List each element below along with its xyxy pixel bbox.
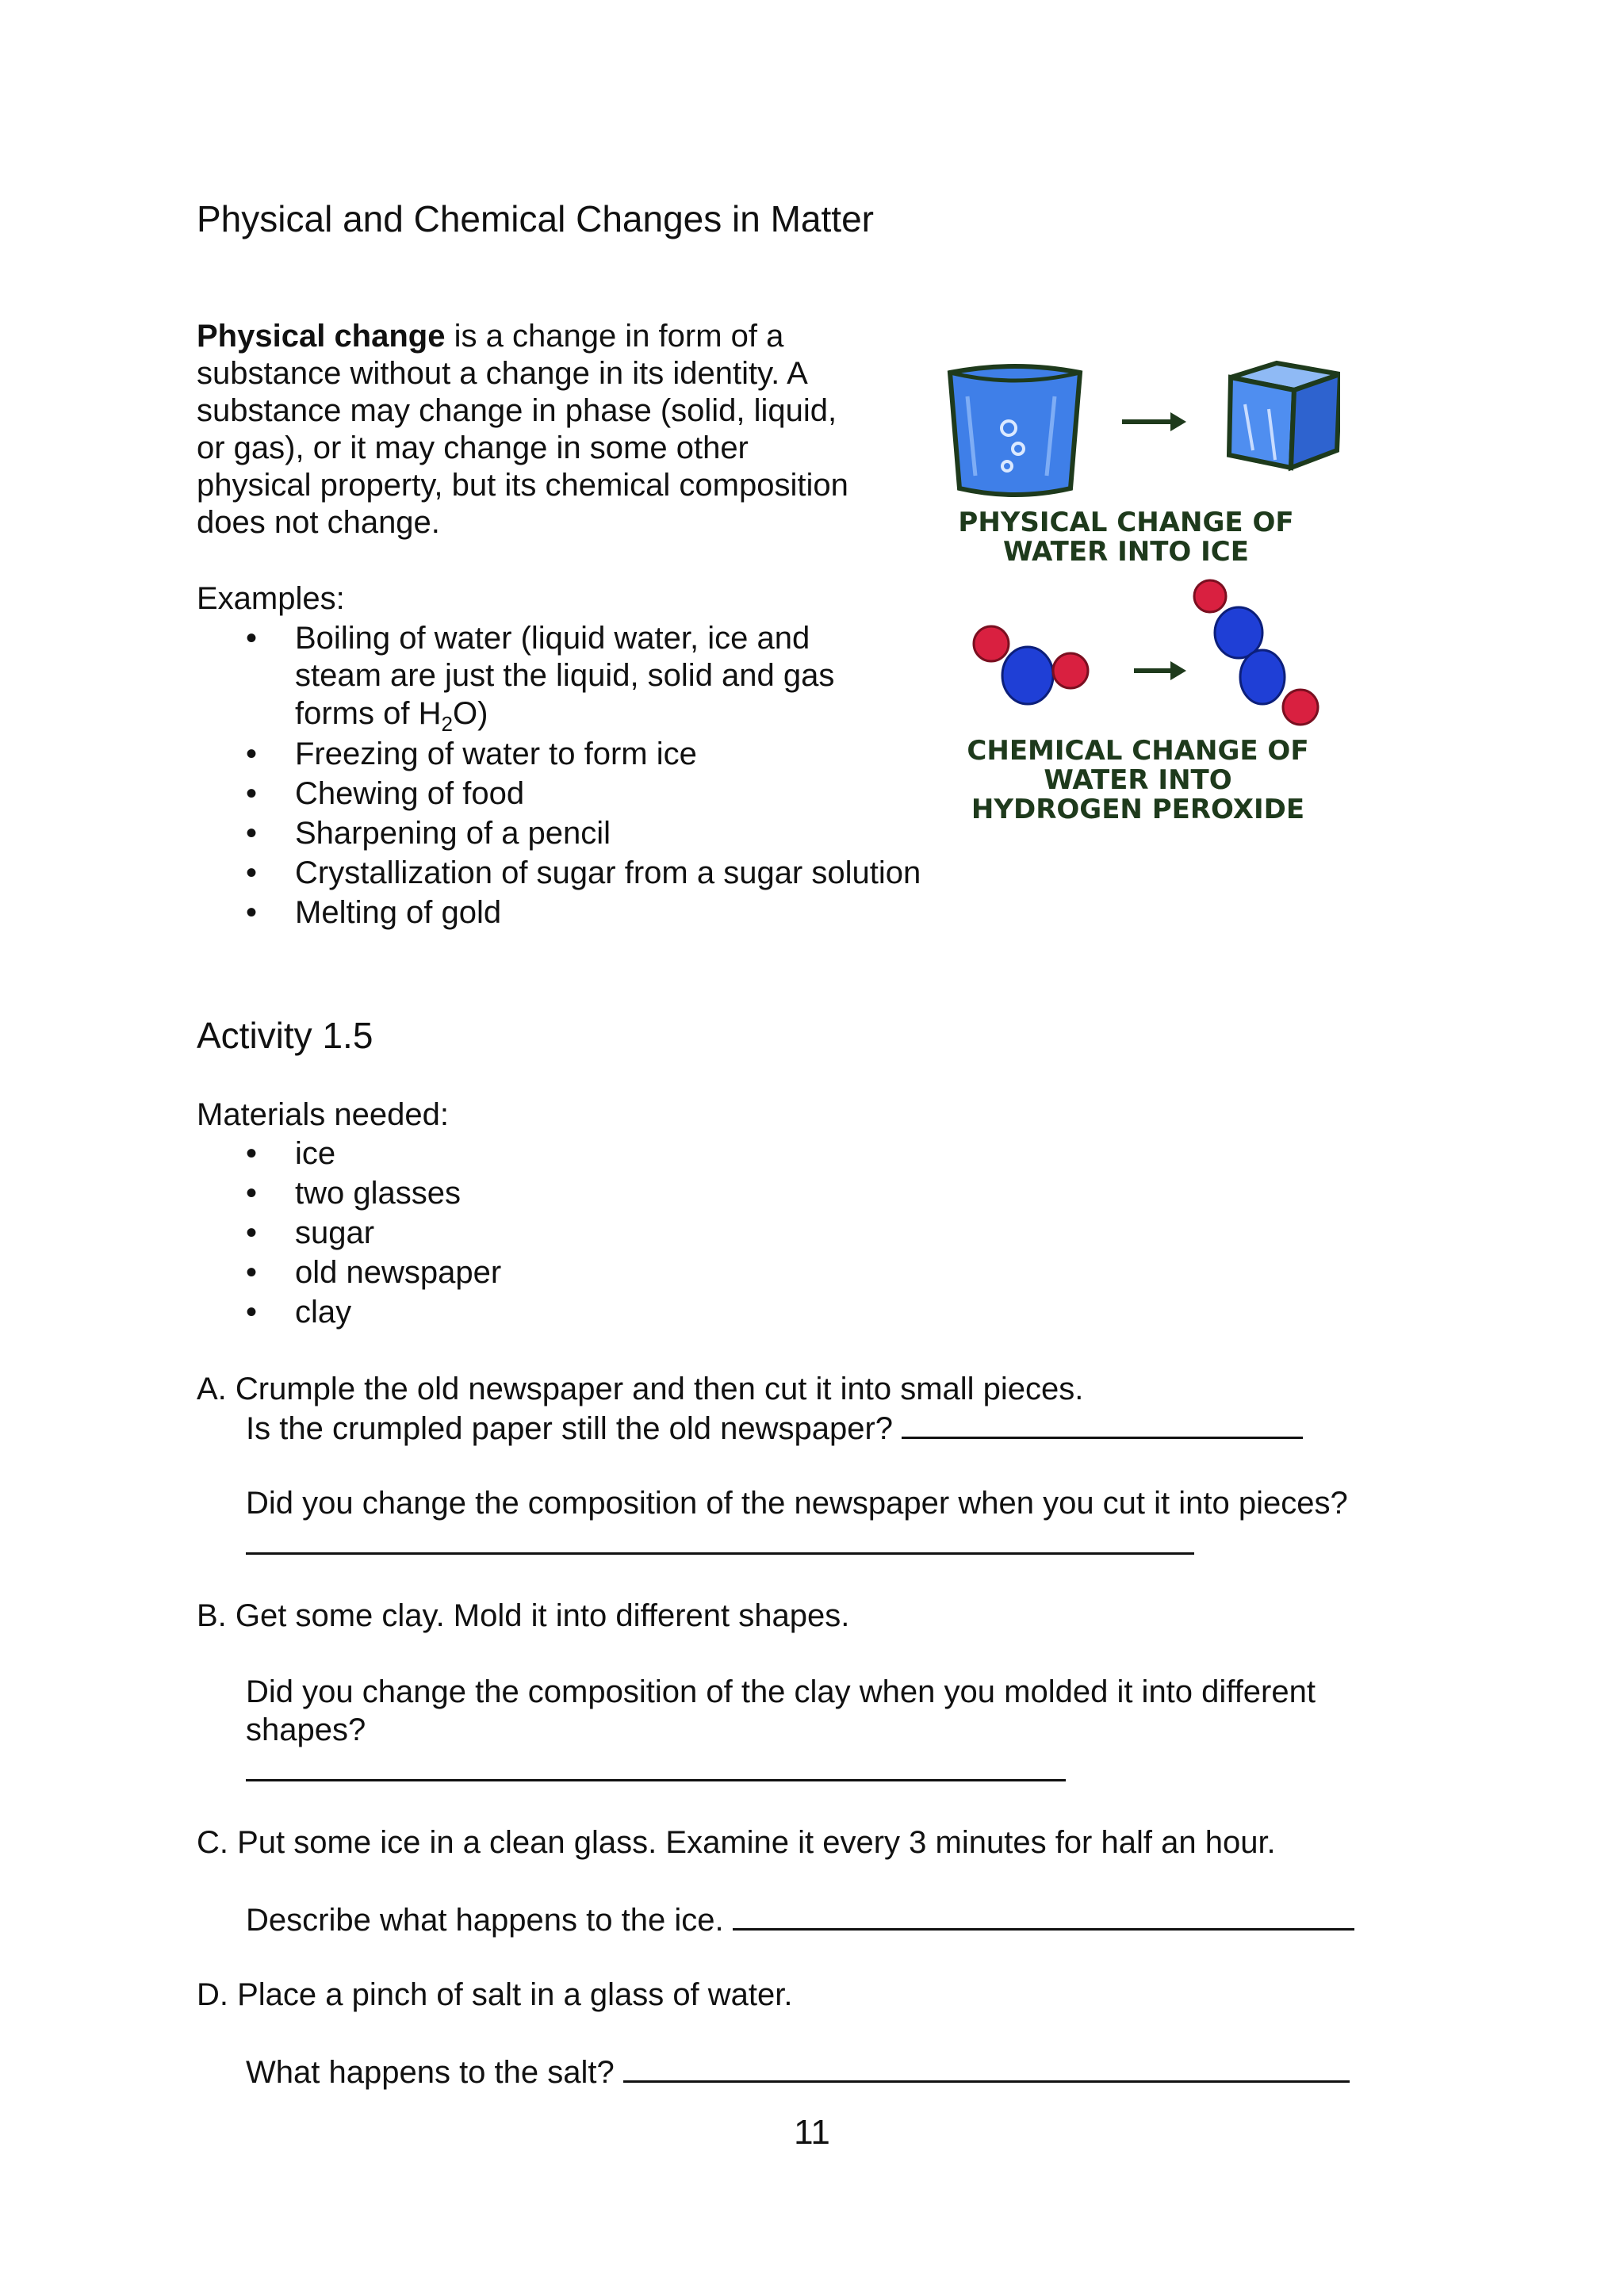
step-c-line-1: C. Put some ice in a clean glass. Examine it every 3 minutes for half an hour. (197, 1825, 1276, 1860)
step-d-line-1: D. Place a pinch of salt in a glass of water. (197, 1977, 793, 2012)
intro-line-5: physical property, but its chemical composition (197, 468, 848, 503)
intro-line-3: substance may change in phase (solid, liquid, (197, 393, 837, 428)
example-1-line-3 (295, 695, 488, 736)
step-a-question-1: Is the crumpled paper still the old newspaper? (246, 1411, 894, 1446)
intro-line-1-text: is a change in form of a (445, 319, 784, 354)
water-glass-icon (950, 366, 1080, 495)
intro-line-2: substance without a change in its identity. A (197, 356, 808, 391)
physical-caption-line-1: PHYSICAL CHANGE OF (958, 507, 1294, 538)
materials-heading: Materials needed: (197, 1097, 449, 1132)
arrow-right-icon (1134, 661, 1186, 680)
step-a-line-3: Did you change the composition of the newspaper when you cut it into pieces? (246, 1486, 1348, 1521)
materials-list (197, 1134, 501, 1332)
example-item: • Crystallization of sugar from a sugar solution (197, 853, 921, 893)
formula-suffix: O) (452, 696, 488, 731)
answer-blank-b[interactable] (246, 1779, 1066, 1781)
example-item: • Melting of gold (197, 893, 921, 932)
example-item: • Sharpening of a pencil (197, 813, 921, 853)
intro-line-4: or gas), or it may change in some other (197, 430, 749, 465)
formula-prefix: forms of H (295, 696, 442, 731)
step-b-line-3: shapes? (246, 1712, 366, 1747)
chemical-caption-line-3: HYDROGEN PEROXIDE (971, 794, 1305, 825)
answer-blank-c[interactable] (733, 1900, 1354, 1931)
example-1-line-1: • Boiling of water (liquid water, ice and (295, 621, 810, 656)
examples-list (197, 618, 810, 658)
physical-chemical-change-illustration (936, 349, 1340, 825)
answer-blank-a1[interactable] (902, 1408, 1303, 1439)
intro-line-1 (197, 317, 783, 355)
step-c-question: Describe what happens to the ice. (246, 1903, 724, 1938)
step-b-line-2: Did you change the composition of the clay when you molded it into different (246, 1674, 1316, 1709)
answer-blank-a2[interactable] (246, 1552, 1194, 1555)
step-a-line-2 (246, 1408, 1303, 1448)
illustration-svg (936, 349, 1340, 825)
step-d-line-2 (246, 2052, 1350, 2091)
hydrogen-peroxide-molecule-icon (1194, 580, 1318, 725)
formula-subscript: 2 (441, 712, 453, 736)
material-item: • ice (197, 1134, 501, 1173)
chemical-caption-line-1: CHEMICAL CHANGE OF (967, 735, 1309, 767)
page-number: 11 (794, 2113, 830, 2152)
examples-heading: Examples: (197, 581, 345, 616)
step-c-line-2 (246, 1900, 1354, 1939)
example-item: • Freezing of water to form ice (197, 734, 921, 774)
ice-cube-icon (1229, 363, 1340, 468)
activity-title: Activity 1.5 (197, 1015, 373, 1056)
water-molecule-icon (974, 626, 1088, 704)
example-item: • Chewing of food (197, 774, 921, 813)
step-d-question: What happens to the salt? (246, 2055, 615, 2090)
example-1-line-2: steam are just the liquid, solid and gas (295, 658, 835, 693)
material-item: • sugar (197, 1213, 501, 1253)
examples-list-continued (197, 734, 921, 932)
answer-blank-d[interactable] (623, 2052, 1350, 2083)
material-item: • old newspaper (197, 1253, 501, 1292)
term-physical-change: Physical change (197, 319, 446, 354)
page-title: Physical and Chemical Changes in Matter (197, 198, 874, 239)
example-item (197, 618, 810, 658)
material-item: • two glasses (197, 1173, 501, 1213)
physical-caption-line-2: WATER INTO ICE (1003, 536, 1249, 568)
step-b-line-1: B. Get some clay. Mold it into different shapes. (197, 1598, 850, 1633)
chemical-caption-line-2: WATER INTO (1044, 764, 1232, 796)
material-item: • clay (197, 1292, 501, 1332)
step-a-line-1: A. Crumple the old newspaper and then cut it into small pieces. (197, 1372, 1084, 1406)
arrow-right-icon (1122, 412, 1186, 431)
intro-line-6: does not change. (197, 505, 440, 540)
